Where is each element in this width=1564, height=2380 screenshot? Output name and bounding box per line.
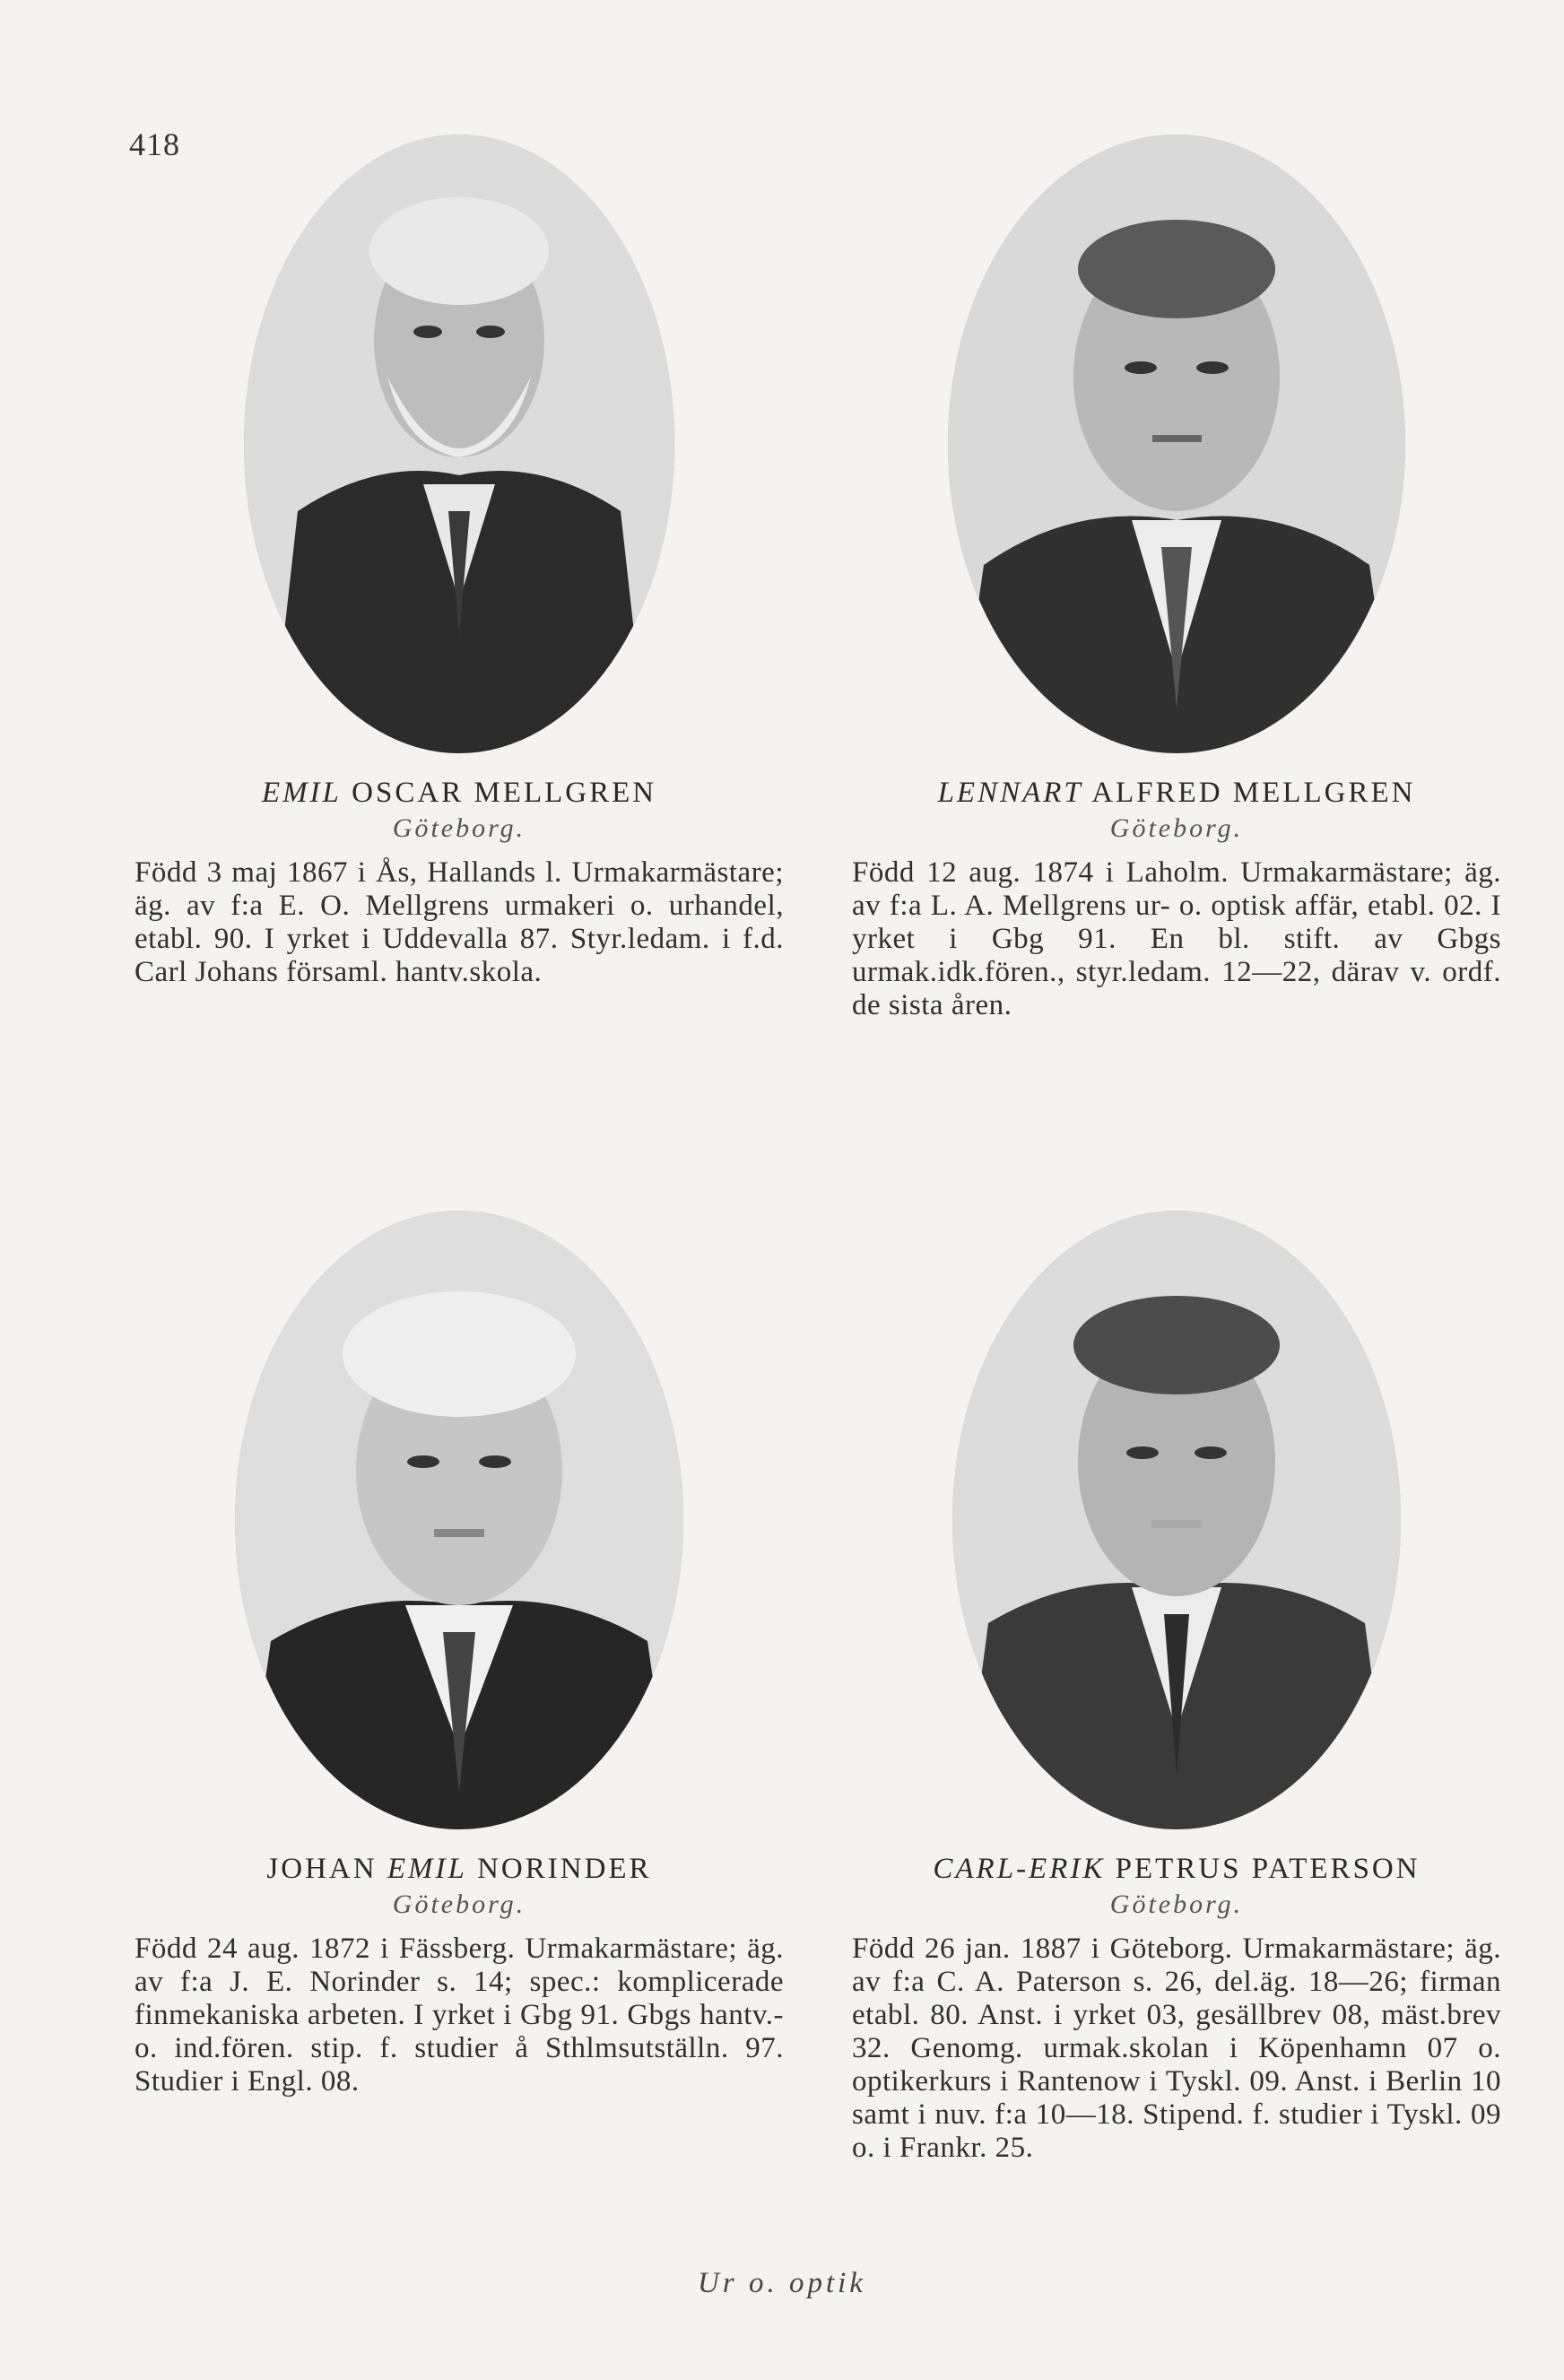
person-name: CARL-ERIK PETRUS PATERSON	[933, 1853, 1421, 1885]
person-place: Göteborg.	[1109, 813, 1244, 843]
person-biography: Född 24 aug. 1872 i Fässberg. Urmakarmästare; äg. av f:a J. E. Norinder s. 14; spec.: komplicerade finmekaniska arbeten. I yrket i Gbg 91. Gbgs hantv.- o. ind.fören. stip. f. studier å Sthlmsutställn. 97. Studier i Engl. 08.	[135, 1933, 784, 2098]
person-place: Göteborg.	[1109, 1889, 1244, 1919]
person-place: Göteborg.	[392, 1889, 526, 1919]
biography-entry	[836, 135, 1517, 1022]
person-biography: Född 3 maj 1867 i Ås, Hallands l. Urmakarmästare; äg. av f:a E. O. Mellgrens urmakeri o. urhandel, etabl. 90. I yrket i Uddevalla 87. Styr.ledam. i f.d. Carl Johans församl. hantv.skola.	[135, 856, 784, 988]
portrait-photo	[244, 135, 674, 753]
person-name: LENNART ALFRED MELLGREN	[937, 777, 1416, 809]
portrait-photo	[948, 135, 1405, 753]
page-number: 418	[129, 126, 180, 162]
page-footer: Ur o. optik	[698, 2267, 866, 2299]
person-biography: Född 12 aug. 1874 i Laholm. Urmakarmästare; äg. av f:a L. A. Mellgrens ur- o. optisk affär, etabl. 02. I yrket i Gbg 91. En bl. stift. av Gbgs urmak.idk.fören., styr.ledam. 12—22, därav v. ordf. de sista åren.	[852, 856, 1501, 1021]
person-name: JOHAN EMIL NORINDER	[266, 1853, 652, 1885]
person-place: Göteborg.	[392, 813, 526, 843]
biography-entry	[836, 1211, 1517, 2165]
biography-entry	[118, 1211, 800, 2098]
biography-entry	[118, 135, 800, 989]
portrait-photo	[952, 1211, 1401, 1829]
portrait-photo	[235, 1211, 683, 1829]
person-biography: Född 26 jan. 1887 i Göteborg. Urmakarmästare; äg. av f:a C. A. Paterson s. 26, del.äg. 18—26; firman etabl. 80. Anst. i yrket 03, gesällbrev 08, mäst.brev 32. Genomg. urmak.skolan i Köpenhamn 07 o. optikerkurs i Rantenow i Tyskl. 09. Anst. i Berlin 10 samt i nuv. f:a 10—18. Stipend. f. studier i Tyskl. 09 o. i Frankr. 25.	[852, 1933, 1501, 2164]
person-name: EMIL OSCAR MELLGREN	[261, 777, 657, 809]
